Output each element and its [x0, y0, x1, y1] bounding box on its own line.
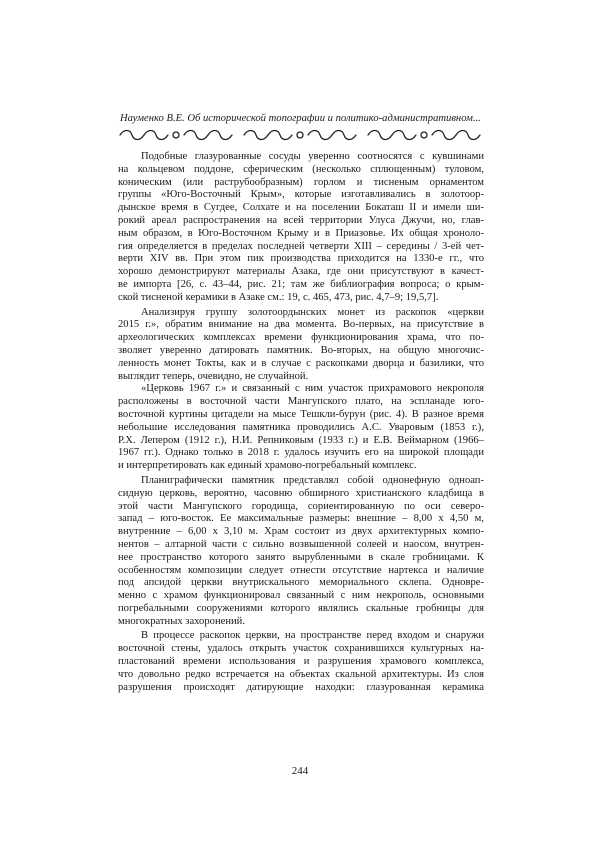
- text-line: хорошо демонстрируют материалы Азака, где они присутствуют в качест-: [118, 266, 484, 278]
- text-line: 1967 гг.). Однако только в 2018 г. удалось изучить его на широкой площади: [118, 447, 484, 459]
- header-title: Об исторической топографии и политико-административном...: [184, 113, 481, 124]
- text-line: Планиграфически памятник представлял собой однонефную одноап-: [141, 474, 484, 486]
- text-line: многократных захоронений.: [118, 615, 245, 627]
- text-line: 2015 г.», обратим внимание на два момента. Во-первых, на присутствие в: [118, 319, 484, 331]
- text-line: и интерпретировать как единый храмово-погребальный комплекс.: [118, 460, 417, 472]
- text-line: под апсидой церкви внутрискального мемориального склепа. Одновре-: [118, 577, 484, 589]
- text-line: особенностям композиции следует отнести отсутствие нартекса и наличие: [118, 564, 484, 576]
- text-line: разрушения происходят датирующие находки: глазурованная керамика: [118, 681, 484, 693]
- text-line: рокий ареал распространения на всей территории Улуса Джучи, но, глав-: [118, 214, 484, 226]
- text-line: погребальными сооружениями которого являлись скальные гробницы для: [118, 602, 484, 614]
- text-line: Р.Х. Лепером (1912 г.), Н.И. Репниковым (1933 г.) и Е.В. Веймарном (1966–: [118, 434, 484, 446]
- text-line: пластований времени использования и разрушения храмового комплекса,: [118, 656, 484, 668]
- decorative-ornament-divider: [118, 128, 484, 142]
- text-line: ве импорта [26, с. 43–44, рис. 21; там же библиография вопроса; о крым-: [118, 278, 484, 290]
- text-line: Анализируя группу золотоордынских монет из раскопок «церкви: [141, 306, 484, 318]
- text-line: нее пространство которого занято вырубленными в скале гробницами. К: [118, 551, 484, 563]
- text-line: «Церковь 1967 г.» и связанный с ним участок прихрамового некрополя: [141, 383, 484, 395]
- header-author: Науменко В.Е.: [120, 113, 185, 124]
- text-line: ленность монет Токты, как и в случае с раскопками дворца и базилики, что: [118, 357, 484, 369]
- text-line: зволяет уверенно датировать памятник. Во-вторых, на общую многочис-: [118, 344, 484, 356]
- text-line: восточной стены, удалось открыть участок сохранившихся культурных на-: [118, 643, 484, 655]
- text-line: менно с храмом функционировал связанный с ним некрополь, основными: [118, 590, 484, 602]
- running-header: [120, 113, 485, 124]
- text-line: на кольцевом поддоне, сферическим (несколько сплющенным) туловом,: [118, 163, 484, 175]
- text-line: выглядит теперь, очевидно, не случайной.: [118, 370, 309, 382]
- paragraph-5: [118, 630, 484, 694]
- text-line: археологических комплексах времени функционирования храма, что по-: [118, 332, 484, 344]
- page-number: 244: [291, 765, 309, 777]
- text-line: сидную церковь, вероятно, часовню обширного христианского кладбища в: [118, 487, 484, 499]
- text-line: этой части Мангупского городища, сориентированную по оси северо-: [118, 500, 484, 512]
- text-line: внутренние – 6,00 х 3,10 м. Храм состоит из двух архитектурных компо-: [118, 526, 484, 538]
- text-line: что довольно редко встречается на объектах скальной архитектуры. Из слоя: [118, 668, 484, 680]
- body-text: [118, 151, 484, 694]
- text-line: гия определяется в пределах последней четверти XIII – середины / 3-ей чет-: [118, 240, 484, 252]
- text-line: восточной куртины цитадели на мысе Тешкли-бурун (рис. 4). В разное время: [118, 408, 484, 420]
- paragraph-1: [118, 151, 484, 305]
- text-line: ской тисненой керамики в Азаке см.: 19, с. 465, 473, рис. 4,7–9; 19,5,7].: [118, 291, 439, 303]
- text-line: запад – юго-восток. Ее максимальные размеры: внешние – 8,00 х 4,50 м,: [118, 513, 484, 525]
- text-line: расположены в восточной части Мангупского плато, на эспланаде юго-: [118, 396, 484, 408]
- text-line: группы «Юго-Восточный Крым», которые изготавливались в золотоор-: [118, 189, 484, 201]
- text-line: коническим (или раструбообразным) горлом и тисненым орнаментом: [118, 176, 484, 188]
- text-line: верти XIV вв. При этом пик производства приходится на 1330-е гг., что: [118, 253, 484, 265]
- text-line: В процессе раскопок церкви, на пространстве перед входом и снаружи: [141, 630, 484, 642]
- paragraph-4: [118, 475, 484, 629]
- text-line: небольшие исследования памятника проводились А.С. Уваровым (1853 г.),: [118, 421, 484, 433]
- text-line: дынское время в Сугдее, Солхате и на поселении Бокаташ II и имели ши-: [118, 202, 484, 214]
- paragraph-3: [118, 383, 484, 473]
- text-line: ным образом, в Юго-Восточном Крыму и в Приазовье. Их общая хроноло-: [118, 227, 484, 239]
- text-line: Подобные глазурованные сосуды уверенно соотносятся с кувшинами: [141, 151, 484, 162]
- text-line: нентов – алтарной части с сильно возвышенной солеей и наосом, внутрен-: [118, 538, 484, 550]
- paragraph-2: [118, 307, 484, 384]
